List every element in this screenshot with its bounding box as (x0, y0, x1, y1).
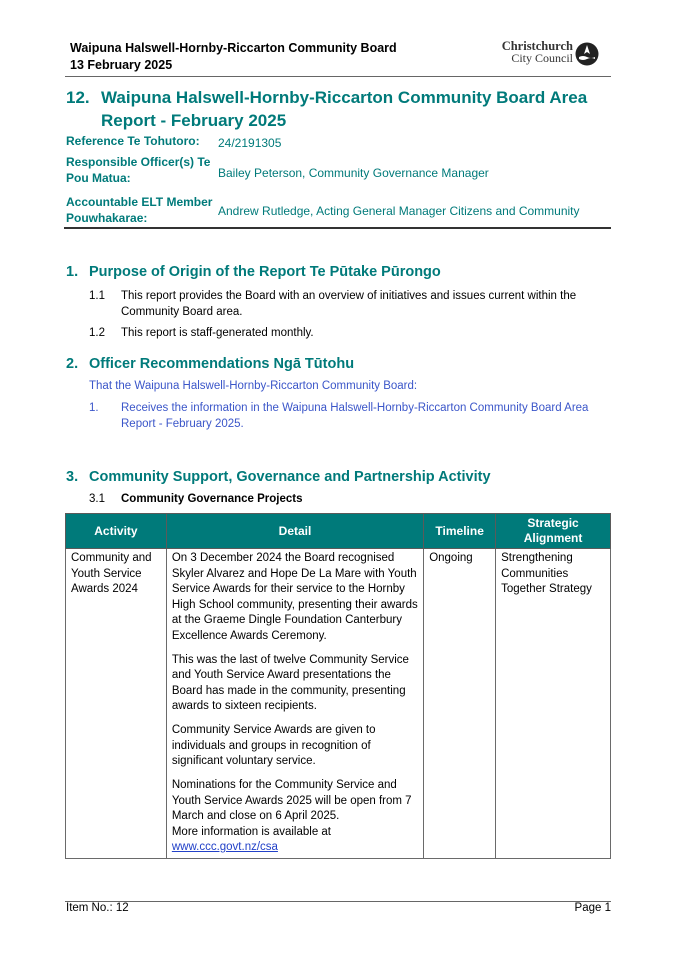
meta-row-reference (66, 133, 611, 152)
csa-link[interactable]: www.ccc.govt.nz/csa (171, 841, 278, 853)
para-text: This report provides the Board with an overview of initiatives and issues current within the Community Board area. (121, 290, 577, 318)
column-header: Activity (66, 514, 167, 549)
meta-value: 24/2191305 (218, 135, 282, 150)
footer-divider (65, 901, 611, 902)
cell-alignment: Strengthening Communities Together Strategy (496, 549, 611, 859)
meta-row-officer (66, 154, 611, 192)
cell-timeline: Ongoing (424, 549, 496, 859)
para-number: 1.1 (89, 290, 105, 302)
page-header (70, 40, 601, 76)
meta-label: Accountable ELT Member Pouwhakarae: (66, 195, 213, 225)
footer-page-number: Page 1 (574, 902, 611, 914)
meta-row-elt (66, 194, 611, 228)
meta-divider (64, 227, 611, 229)
section-title: Officer Recommendations Ngā Tūtohu (89, 356, 355, 372)
cell-detail (166, 549, 423, 859)
section-2-heading (66, 356, 354, 372)
recommendation-intro: That the Waipuna Halswell-Hornby-Riccarton Community Board: (89, 380, 418, 392)
table-row (66, 549, 611, 859)
christchurch-city-council-logo-icon (575, 42, 599, 66)
para-number: 1.2 (89, 327, 105, 339)
governance-projects-table (65, 513, 611, 859)
subsection-title: Community Governance Projects (121, 493, 303, 505)
subsection-3-1 (89, 491, 604, 507)
meta-label: Responsible Officer(s) Te Pou Matua: (66, 155, 211, 185)
recommendation-text: Receives the information in the Waipuna Halswell-Hornby-Riccarton Community Board Area Report - February 2025. (121, 402, 589, 430)
detail-paragraph: Nominations for the Community Service and Youth Service Awards 2025 will be open from 7 March and close on 6 April 2025. (171, 779, 412, 822)
meta-label: Reference Te Tohutoro: (66, 134, 200, 148)
section-title: Purpose of Origin of the Report Te Pūtake Pūrongo (89, 264, 441, 280)
para-text: This report is staff-generated monthly. (121, 327, 314, 339)
cell-activity: Community and Youth Service Awards 2024 (66, 549, 167, 859)
detail-paragraph: This was the last of twelve Community Service and Youth Service Award presentations the Board has made in the community, presenting awards to sixteen recipients. (171, 653, 409, 712)
recommendation-item (89, 400, 604, 432)
report-meta (66, 133, 611, 228)
section-number: 3. (66, 469, 79, 485)
more-info-text: More information is available at (171, 825, 332, 838)
para-1-2 (89, 325, 604, 341)
council-logo (491, 40, 601, 68)
recommendation-number: 1. (89, 402, 99, 414)
detail-paragraph: Community Service Awards are given to individuals and groups in recognition of significant voluntary service. (171, 724, 376, 767)
section-3-heading (66, 469, 491, 485)
section-number: 2. (66, 356, 79, 372)
item-title-text: Waipuna Halswell-Hornby-Riccarton Community Board Area Report - February 2025 (101, 88, 588, 130)
subsection-number: 3.1 (89, 493, 105, 505)
header-divider (65, 76, 611, 77)
header-board-name: Waipuna Halswell-Hornby-Riccarton Community Board (70, 41, 397, 55)
footer-item-number: Item No.: 12 (66, 902, 129, 914)
section-1-heading (66, 264, 441, 280)
meta-value: Andrew Rutledge, Acting General Manager Citizens and Community (218, 204, 580, 218)
meta-value: Bailey Peterson, Community Governance Manager (218, 166, 489, 180)
item-title (66, 86, 611, 132)
header-date: 13 February 2025 (70, 58, 173, 72)
logo-text-line1: Christchurch (501, 39, 573, 53)
table-header-row (66, 514, 611, 549)
logo-text-line2: City Council (511, 51, 573, 65)
column-header: Timeline (424, 514, 496, 549)
section-number: 1. (66, 264, 79, 280)
column-header: Strategic Alignment (496, 514, 611, 549)
para-1-1 (89, 288, 604, 320)
column-header: Detail (166, 514, 423, 549)
item-number: 12. (66, 88, 90, 107)
detail-paragraph: On 3 December 2024 the Board recognised Skyler Alvarez and Hope De La Mare with Youth Service Awards for their service to the Hornby High School community, presenting their awards at the Graeme Dingle Foundation Canterbury Excellence Awards Ceremony. (171, 552, 418, 642)
section-title: Community Support, Governance and Partnership Activity (89, 469, 491, 485)
